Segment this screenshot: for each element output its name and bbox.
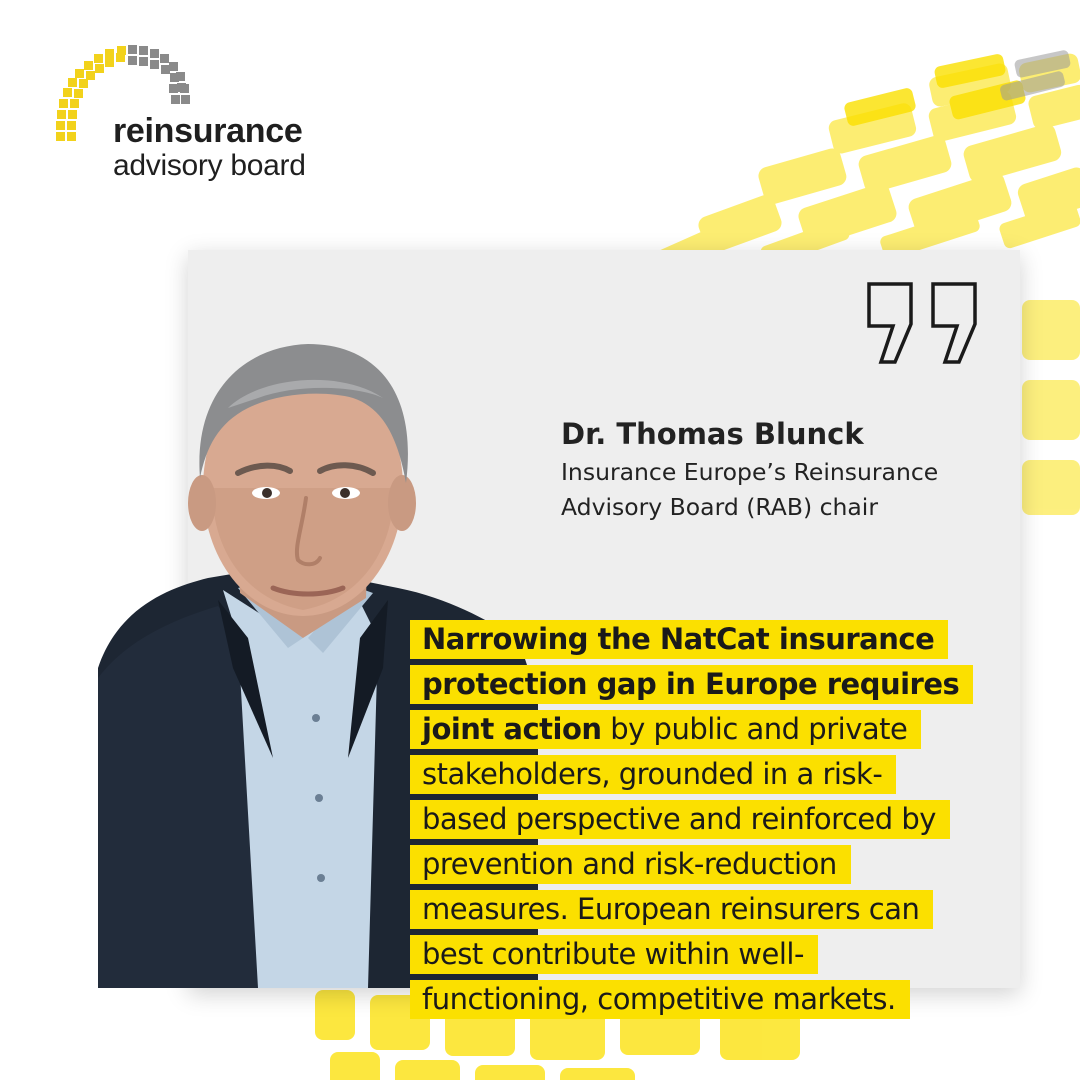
quote-line-bold: Narrowing the NatCat insurance bbox=[422, 622, 935, 656]
quote-line bbox=[410, 710, 1050, 755]
quote-line bbox=[410, 890, 1050, 935]
quote-line-bold: protection gap in Europe requires bbox=[422, 667, 960, 701]
speaker-role-line-2: Advisory Board (RAB) chair bbox=[561, 493, 878, 521]
quote-line-regular: best contribute within well- bbox=[422, 937, 804, 971]
quote-line bbox=[410, 935, 1050, 980]
speaker-role-line-1: Insurance Europe’s Reinsurance bbox=[561, 458, 939, 486]
quote-line-regular: stakeholders, grounded in a risk- bbox=[422, 757, 883, 791]
quote-text bbox=[410, 620, 1050, 1025]
logo-line-reinsurance: reinsurance bbox=[113, 112, 303, 150]
quote-line bbox=[410, 980, 1050, 1025]
quote-line bbox=[410, 665, 1050, 710]
quote-line-regular: based perspective and reinforced by bbox=[422, 802, 936, 836]
quote-line-regular: by public and private bbox=[601, 712, 908, 746]
logo-line-advisory-board: advisory board bbox=[113, 149, 306, 182]
quote-line bbox=[410, 755, 1050, 800]
quote-line bbox=[410, 620, 1050, 665]
quote-line bbox=[410, 800, 1050, 845]
quote-line-regular: measures. European reinsurers can bbox=[422, 892, 920, 926]
closing-quote-icon bbox=[865, 280, 983, 366]
speaker-name: Dr. Thomas Blunck bbox=[561, 417, 864, 451]
speaker-info bbox=[561, 415, 938, 523]
quote-line bbox=[410, 845, 1050, 890]
brand-logo-text bbox=[113, 114, 306, 181]
quote-line-regular: prevention and risk-reduction bbox=[422, 847, 837, 881]
quote-line-regular: functioning, competitive markets. bbox=[422, 982, 896, 1016]
quote-line-bold: joint action bbox=[422, 712, 602, 746]
